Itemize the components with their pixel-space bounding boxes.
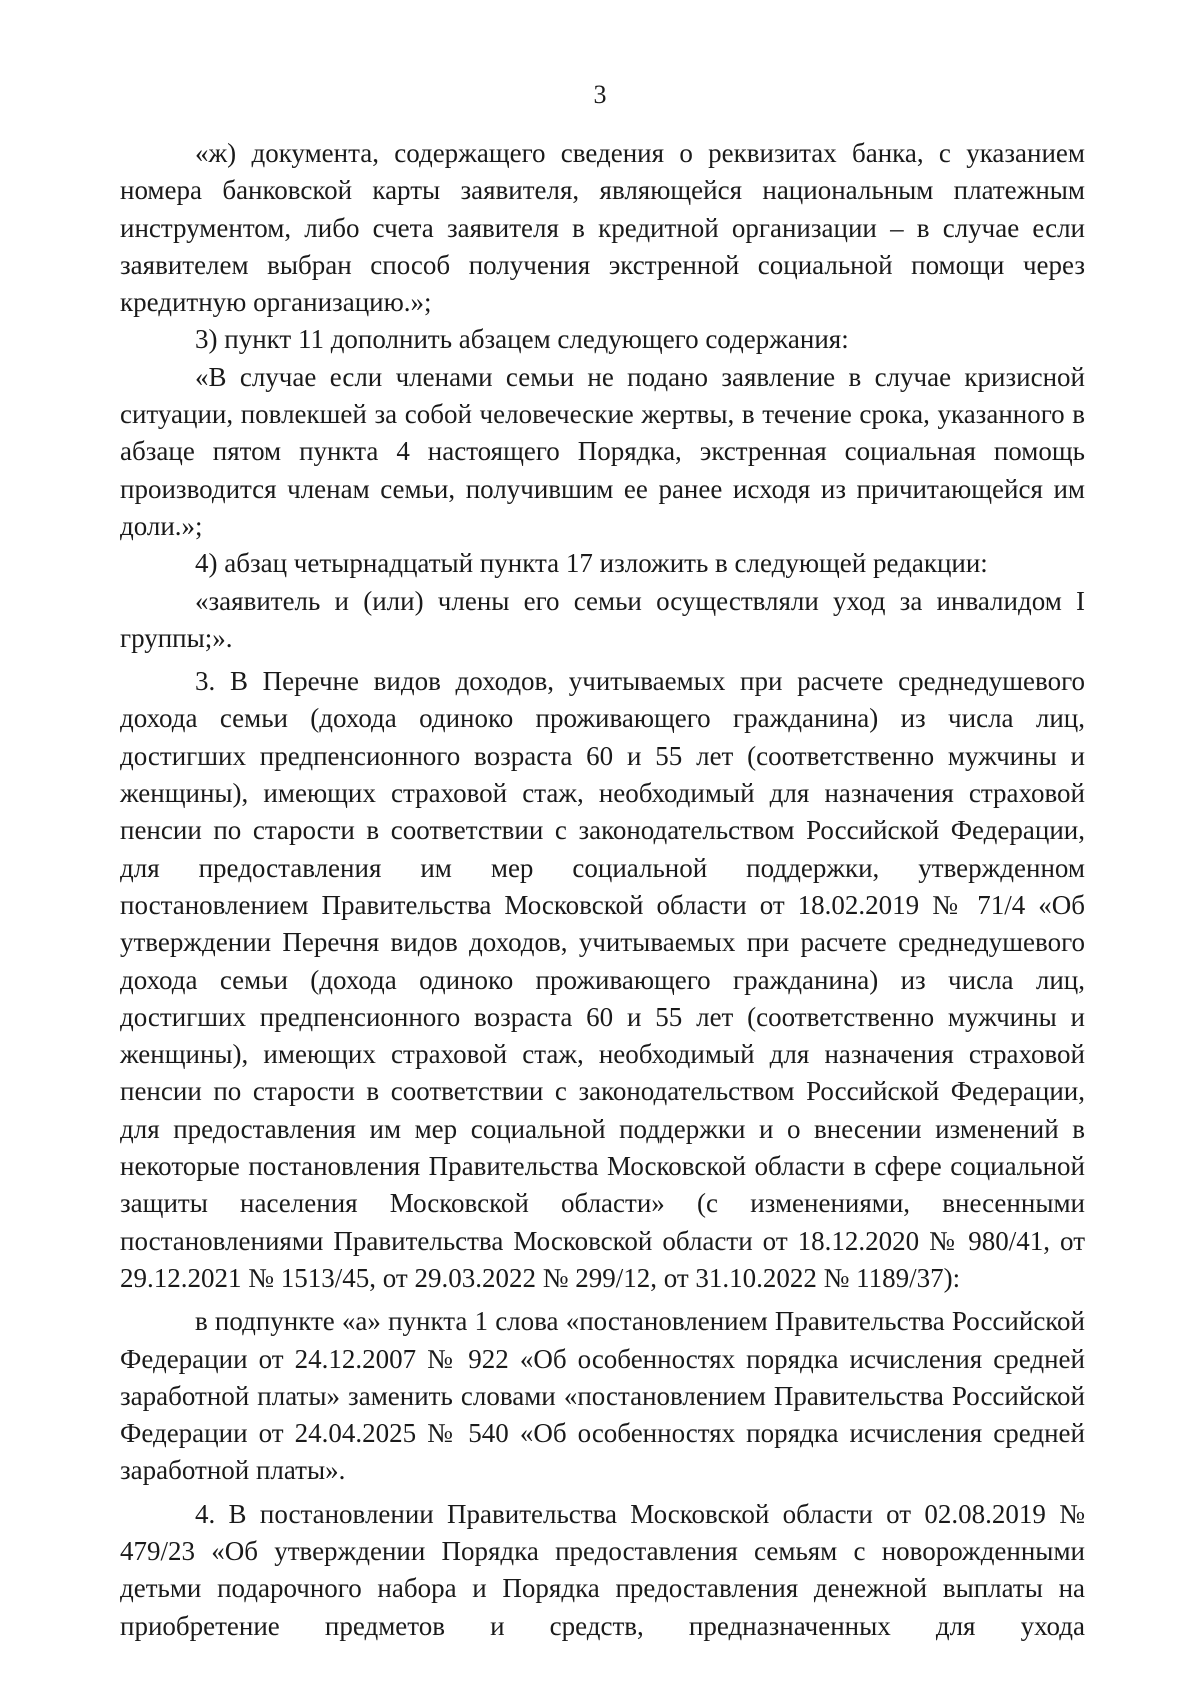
paragraph-quote-disabled-care: «заявитель и (или) члены его семьи осуществляли уход за инвалидом I группы;».	[120, 585, 1085, 653]
paragraph-section-4: 4. В постановлении Правительства Московской области от 02.08.2019 № 479/23 «Об утверждении Порядка предоставления семьям с новорожденными детьми подарочного набора и Порядка предоставления денежной выплаты на приобретение предметов и средств, предназначенных для ухода	[120, 1498, 1085, 1641]
paragraph-subitem-a: в подпункте «а» пункта 1 слова «постановлением Правительства Российской Федерации от 24.12.2007 № 922 «Об особенностях порядка исчисления средней заработной платы» заменить словами «постановлением Правительства Российской Федерации от 24.04.2025 № 540 «Об особенностях порядка исчисления средней заработной платы».	[120, 1306, 1085, 1486]
paragraph-item-zh: «ж) документа, содержащего сведения о реквизитах банка, с указанием номера банковской карты заявителя, являющейся национальным платежным инструментом, либо счета заявителя в кредитной организации – в случае если заявителем выбран способ получения экстренной социальной помощи через кредитную организацию.»;	[120, 138, 1085, 318]
paragraph-quote-crisis: «В случае если членами семьи не подано заявление в случае кризисной ситуации, повлекшей за собой человеческие жертвы, в течение срока, указанного в абзаце пятом пункта 4 настоящего Порядка, экстренная социальная помощь производится членам семьи, получившим ее ранее исходя из причитающейся им доли.»;	[120, 361, 1085, 541]
paragraph-section-3: 3. В Перечне видов доходов, учитываемых при расчете среднедушевого дохода семьи (дохода одиноко проживающего гражданина) из числа лиц, достигших предпенсионного возраста 60 и 55 лет (соответственно мужчины и женщины), имеющих страховой стаж, необходимый для назначения страховой пенсии по старости в соответствии с законодательством Российской Федерации, для предоставления им мер социальной поддержки, утвержденном постановлением Правительства Московской области от 18.02.2019 № 71/4 «Об утверждении Перечня видов доходов, учитываемых при расчете среднедушевого дохода семьи (дохода одиноко проживающего гражданина) из числа лиц, достигших предпенсионного возраста 60 и 55 лет (соответственно мужчины и женщины), имеющих страховой стаж, необходимый для назначения страховой пенсии по старости в соответствии с законодательством Российской Федерации, для предоставления им мер социальной поддержки и о внесении изменений в некоторые постановления Правительства Московской области в сфере социальной защиты населения Московской области» (с изменениями, внесенными постановлениями Правительства Московской области от 18.12.2020 № 980/41, от 29.12.2021 № 1513/45, от 29.03.2022 № 299/12, от 31.10.2022 № 1189/37):	[120, 666, 1085, 1293]
paragraph-point-4-item-17: 4) абзац четырнадцатый пункта 17 изложить в следующей редакции:	[195, 548, 988, 579]
document-body	[120, 135, 1085, 1645]
page-number: 3	[593, 80, 607, 109]
paragraph-point-3-item-11: 3) пункт 11 дополнить абзацем следующего содержания:	[195, 324, 849, 355]
